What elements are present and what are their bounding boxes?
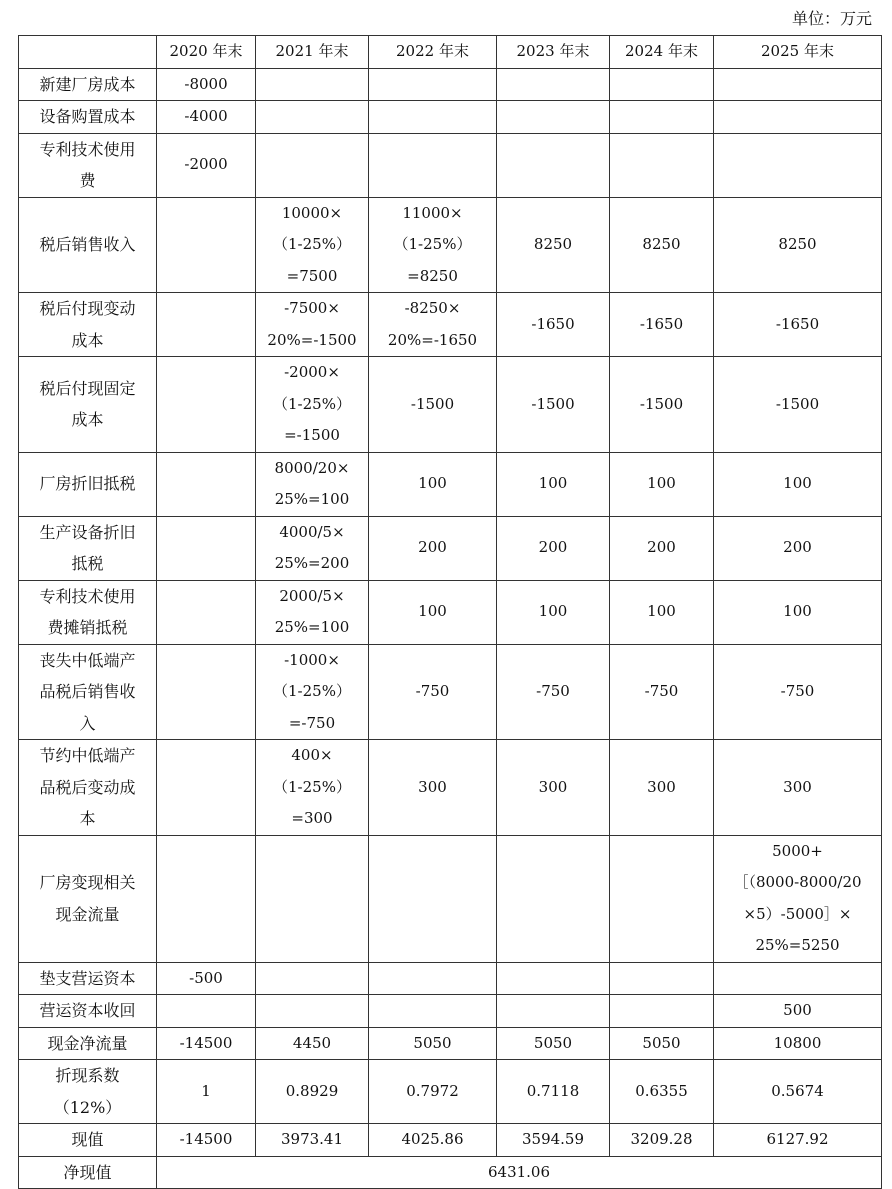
table-cell — [714, 68, 882, 101]
header-cell-2023: 2023 年末 — [497, 36, 610, 69]
table-cell: 0.5674 — [714, 1060, 882, 1124]
table-cell: 8250 — [497, 197, 610, 293]
table-cell — [157, 644, 256, 740]
table-cell: 100 — [610, 452, 714, 516]
table-row — [19, 197, 882, 293]
table-cell: -750 — [714, 644, 882, 740]
table-cell — [714, 133, 882, 197]
table-cell — [497, 962, 610, 995]
row-label: 节约中低端产 品税后变动成 本 — [19, 740, 157, 836]
table-cell — [256, 962, 369, 995]
header-cell-2022: 2022 年末 — [369, 36, 497, 69]
table-cell: 5050 — [610, 1027, 714, 1060]
table-cell — [369, 68, 497, 101]
table-row — [19, 644, 882, 740]
table-cell: -500 — [157, 962, 256, 995]
table-cell — [157, 580, 256, 644]
table-row — [19, 293, 882, 357]
table-cell — [157, 516, 256, 580]
row-label: 专利技术使用 费摊销抵税 — [19, 580, 157, 644]
table-cell: 11000× （1-25%） =8250 — [369, 197, 497, 293]
table-cell: 3594.59 — [497, 1124, 610, 1157]
table-cell: 8250 — [714, 197, 882, 293]
table-cell: 5050 — [369, 1027, 497, 1060]
table-cell: 0.7972 — [369, 1060, 497, 1124]
table-cell — [714, 962, 882, 995]
table-cell — [157, 197, 256, 293]
table-cell: 100 — [369, 452, 497, 516]
row-label: 折现系数 （12%） — [19, 1060, 157, 1124]
row-label: 现金净流量 — [19, 1027, 157, 1060]
table-cell: -4000 — [157, 101, 256, 134]
table-cell: 300 — [610, 740, 714, 836]
table-cell: 200 — [497, 516, 610, 580]
table-cell: -750 — [610, 644, 714, 740]
table-cell — [610, 133, 714, 197]
table-cell: -750 — [369, 644, 497, 740]
table-row — [19, 452, 882, 516]
table-row — [19, 962, 882, 995]
table-cell — [157, 835, 256, 962]
table-cell: 200 — [610, 516, 714, 580]
table-row — [19, 68, 882, 101]
table-cell: 100 — [497, 452, 610, 516]
table-cell — [256, 133, 369, 197]
table-cell: 100 — [714, 580, 882, 644]
unit-label: 单位：万元 — [791, 9, 872, 28]
table-cell: -8250× 20%=-1650 — [369, 293, 497, 357]
table-cell: -14500 — [157, 1027, 256, 1060]
table-cell — [610, 101, 714, 134]
table-row — [19, 1124, 882, 1157]
table-cell — [256, 835, 369, 962]
table-cell — [610, 962, 714, 995]
header-cell-corner — [19, 36, 157, 69]
row-label: 设备购置成本 — [19, 101, 157, 134]
table-cell: 200 — [369, 516, 497, 580]
table-cell — [369, 995, 497, 1028]
table-row — [19, 740, 882, 836]
table-row — [19, 835, 882, 962]
table-row — [19, 580, 882, 644]
table-cell: 4000/5× 25%=200 — [256, 516, 369, 580]
table-cell: 6127.92 — [714, 1124, 882, 1157]
table-cell: 0.8929 — [256, 1060, 369, 1124]
table-cell: 5050 — [497, 1027, 610, 1060]
table-cell — [256, 101, 369, 134]
table-cell: 300 — [497, 740, 610, 836]
cash-flow-table — [18, 35, 882, 1189]
npv-value: 6431.06 — [157, 1156, 882, 1189]
npv-row — [19, 1156, 882, 1189]
header-cell-2020: 2020 年末 — [157, 36, 256, 69]
table-cell: 300 — [369, 740, 497, 836]
table-cell: 500 — [714, 995, 882, 1028]
table-cell: -1500 — [714, 357, 882, 453]
table-cell: -2000 — [157, 133, 256, 197]
row-label: 新建厂房成本 — [19, 68, 157, 101]
row-label: 丧失中低端产 品税后销售收 入 — [19, 644, 157, 740]
table-row — [19, 357, 882, 453]
table-cell — [497, 101, 610, 134]
table-cell: 2000/5× 25%=100 — [256, 580, 369, 644]
table-row — [19, 101, 882, 134]
table-cell — [369, 133, 497, 197]
table-row — [19, 1027, 882, 1060]
row-label: 专利技术使用 费 — [19, 133, 157, 197]
table-cell: 8250 — [610, 197, 714, 293]
table-cell: -750 — [497, 644, 610, 740]
table-row — [19, 516, 882, 580]
table-cell — [157, 357, 256, 453]
table-cell: 0.7118 — [497, 1060, 610, 1124]
table-cell: 100 — [610, 580, 714, 644]
table-cell — [497, 133, 610, 197]
table-cell: 5000+ ［（8000-8000/20 ×5）-5000］× 25%=5250 — [714, 835, 882, 962]
table-cell: -1500 — [369, 357, 497, 453]
table-cell: -14500 — [157, 1124, 256, 1157]
table-cell — [369, 962, 497, 995]
table-cell: 200 — [714, 516, 882, 580]
row-label: 税后销售收入 — [19, 197, 157, 293]
table-cell — [497, 835, 610, 962]
table-cell — [157, 293, 256, 357]
table-cell — [256, 68, 369, 101]
row-label: 税后付现固定 成本 — [19, 357, 157, 453]
table-cell: -2000× （1-25%） =-1500 — [256, 357, 369, 453]
header-row — [19, 36, 882, 69]
table-cell: -1000× （1-25%） =-750 — [256, 644, 369, 740]
table-cell: 1 — [157, 1060, 256, 1124]
table-cell: -1650 — [610, 293, 714, 357]
header-cell-2021: 2021 年末 — [256, 36, 369, 69]
table-row — [19, 133, 882, 197]
table-cell: 0.6355 — [610, 1060, 714, 1124]
table-cell: 3973.41 — [256, 1124, 369, 1157]
table-cell: 10800 — [714, 1027, 882, 1060]
table-cell — [369, 835, 497, 962]
table-cell: 4025.86 — [369, 1124, 497, 1157]
table-cell — [497, 68, 610, 101]
table-cell — [157, 995, 256, 1028]
table-cell — [610, 835, 714, 962]
table-cell — [610, 68, 714, 101]
row-label: 垫支营运资本 — [19, 962, 157, 995]
table-row — [19, 1060, 882, 1124]
table-cell — [497, 995, 610, 1028]
table-cell: 3209.28 — [610, 1124, 714, 1157]
table-cell: -1650 — [497, 293, 610, 357]
table-row — [19, 995, 882, 1028]
table-cell: 100 — [369, 580, 497, 644]
npv-label: 净现值 — [19, 1156, 157, 1189]
table-cell: -8000 — [157, 68, 256, 101]
table-cell — [369, 101, 497, 134]
table-cell — [714, 101, 882, 134]
table-cell: 4450 — [256, 1027, 369, 1060]
header-cell-2025: 2025 年末 — [714, 36, 882, 69]
table-cell — [256, 995, 369, 1028]
table-cell: 10000× （1-25%） =7500 — [256, 197, 369, 293]
row-label: 生产设备折旧 抵税 — [19, 516, 157, 580]
row-label: 厂房变现相关 现金流量 — [19, 835, 157, 962]
table-cell: -7500× 20%=-1500 — [256, 293, 369, 357]
row-label: 税后付现变动 成本 — [19, 293, 157, 357]
table-cell — [157, 740, 256, 836]
table-cell: 100 — [714, 452, 882, 516]
table-cell: 300 — [714, 740, 882, 836]
table-cell: 100 — [497, 580, 610, 644]
table-cell: -1650 — [714, 293, 882, 357]
table-cell — [610, 995, 714, 1028]
table-cell: 400× （1-25%） =300 — [256, 740, 369, 836]
table-cell: -1500 — [497, 357, 610, 453]
table-cell — [157, 452, 256, 516]
row-label: 营运资本收回 — [19, 995, 157, 1028]
header-cell-2024: 2024 年末 — [610, 36, 714, 69]
table-cell: 8000/20× 25%=100 — [256, 452, 369, 516]
table-cell: -1500 — [610, 357, 714, 453]
row-label: 厂房折旧抵税 — [19, 452, 157, 516]
row-label: 现值 — [19, 1124, 157, 1157]
